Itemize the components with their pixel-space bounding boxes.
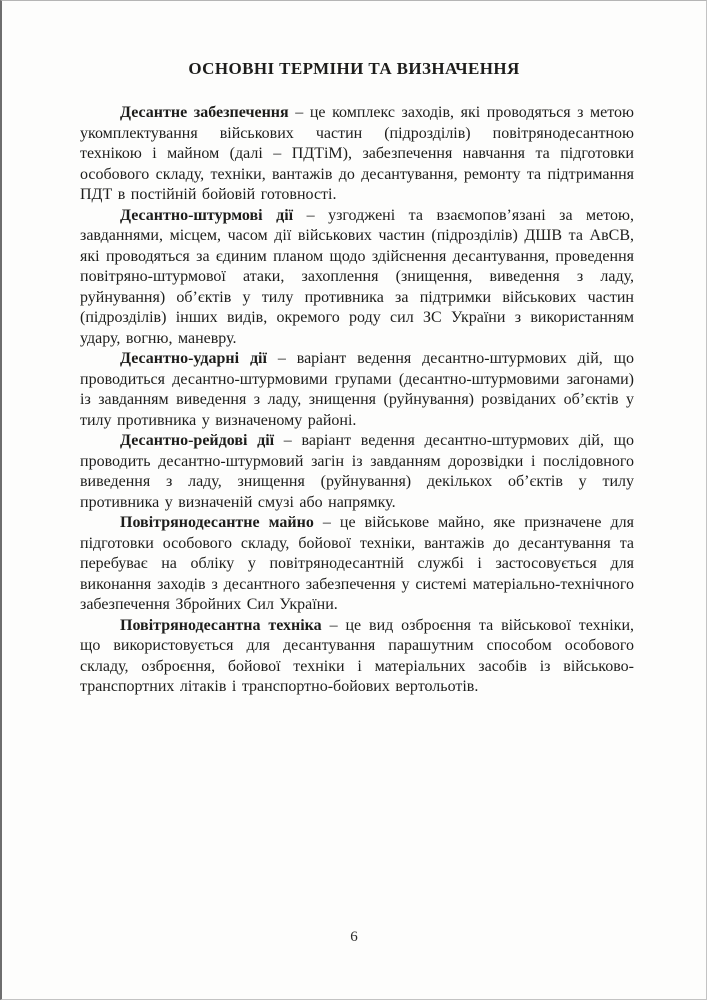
definition-text: – це комплекс заходів, які проводяться з метою укомплектування військових частин (підрозділів) повітрянодесантною технікою і майном (далі – ПДТіМ), забезпечення навчання та підготовки особового складу, техніки, вантажів до десантування, ремонту та підтримання ПДТ в постійній бойовій готовності. — [80, 104, 635, 203]
definition-text: – варіант ведення десантно-штурмових дій, що проводиться десантно-штурмовими групами (десантно-штурмовими загонами) із завданням виведення з ладу, знищення (руйнування) розвіданих об’єктів у тилу противника у визначеному районі. — [80, 350, 634, 429]
definition-paragraph — [80, 206, 634, 350]
definition-term: Повітрянодесантне майно — [120, 514, 314, 531]
definition-text: – це вид озброєння та військової техніки, що використовується для десантування парашутним способом особового складу, озброєння, бойової техніки і матеріальних засобів із військово-транспортних літаків і транспортно-бойових вертольотів. — [80, 616, 635, 695]
definition-term: Десантно-рейдові дії — [120, 432, 275, 449]
definition-term: Повітрянодесантна техніка — [120, 616, 322, 634]
definition-paragraph — [80, 616, 634, 698]
definition-text: – варіант ведення десантно-штурмових дій, що проводить десантно-штурмовий загін із завданням дорозвідки і послідовного виведення з ладу, знищення (руйнування) декількох об’єктів у тилу противника у визначеній смузі або напрямку. — [80, 432, 634, 511]
definition-text: – це військове майно, яке призначене для підготовки особового складу, бойової техніки, вантажів до десантування та перебуває на обліку у повітрянодесантній службі і застосовується для виконання заходів з десантного забезпечення у системі матеріально-технічного забезпечення Збройних Сил України. — [80, 514, 634, 613]
definition-paragraph — [80, 103, 634, 206]
document-title: ОСНОВНІ ТЕРМІНИ ТА ВИЗНАЧЕННЯ — [188, 59, 520, 78]
definition-text: – узгоджені та взаємопов’язані за метою, завданнями, місцем, часом дії військових частин (підрозділів) ДШВ та АвСВ, які проводяться за єдиним планом щодо здійснення десантування, проведення повітряно-штурмової атаки, захоплення (знищення, виведення з ладу, руйнування) об’єктів у тилу противника за підтримки військових частин (підрозділів) інших видів, окремого роду сил ЗС України з використанням удару, вогню, маневру. — [80, 206, 635, 347]
page-number: 6 — [350, 929, 358, 945]
document-body — [80, 103, 634, 698]
definition-term: Десантно-штурмові дії — [120, 206, 294, 224]
definition-paragraph — [80, 431, 634, 513]
definition-paragraph — [80, 513, 634, 616]
definition-term: Десантне забезпечення — [120, 104, 289, 121]
definition-term: Десантно-ударні дії — [120, 350, 267, 367]
definition-paragraph — [80, 349, 634, 431]
